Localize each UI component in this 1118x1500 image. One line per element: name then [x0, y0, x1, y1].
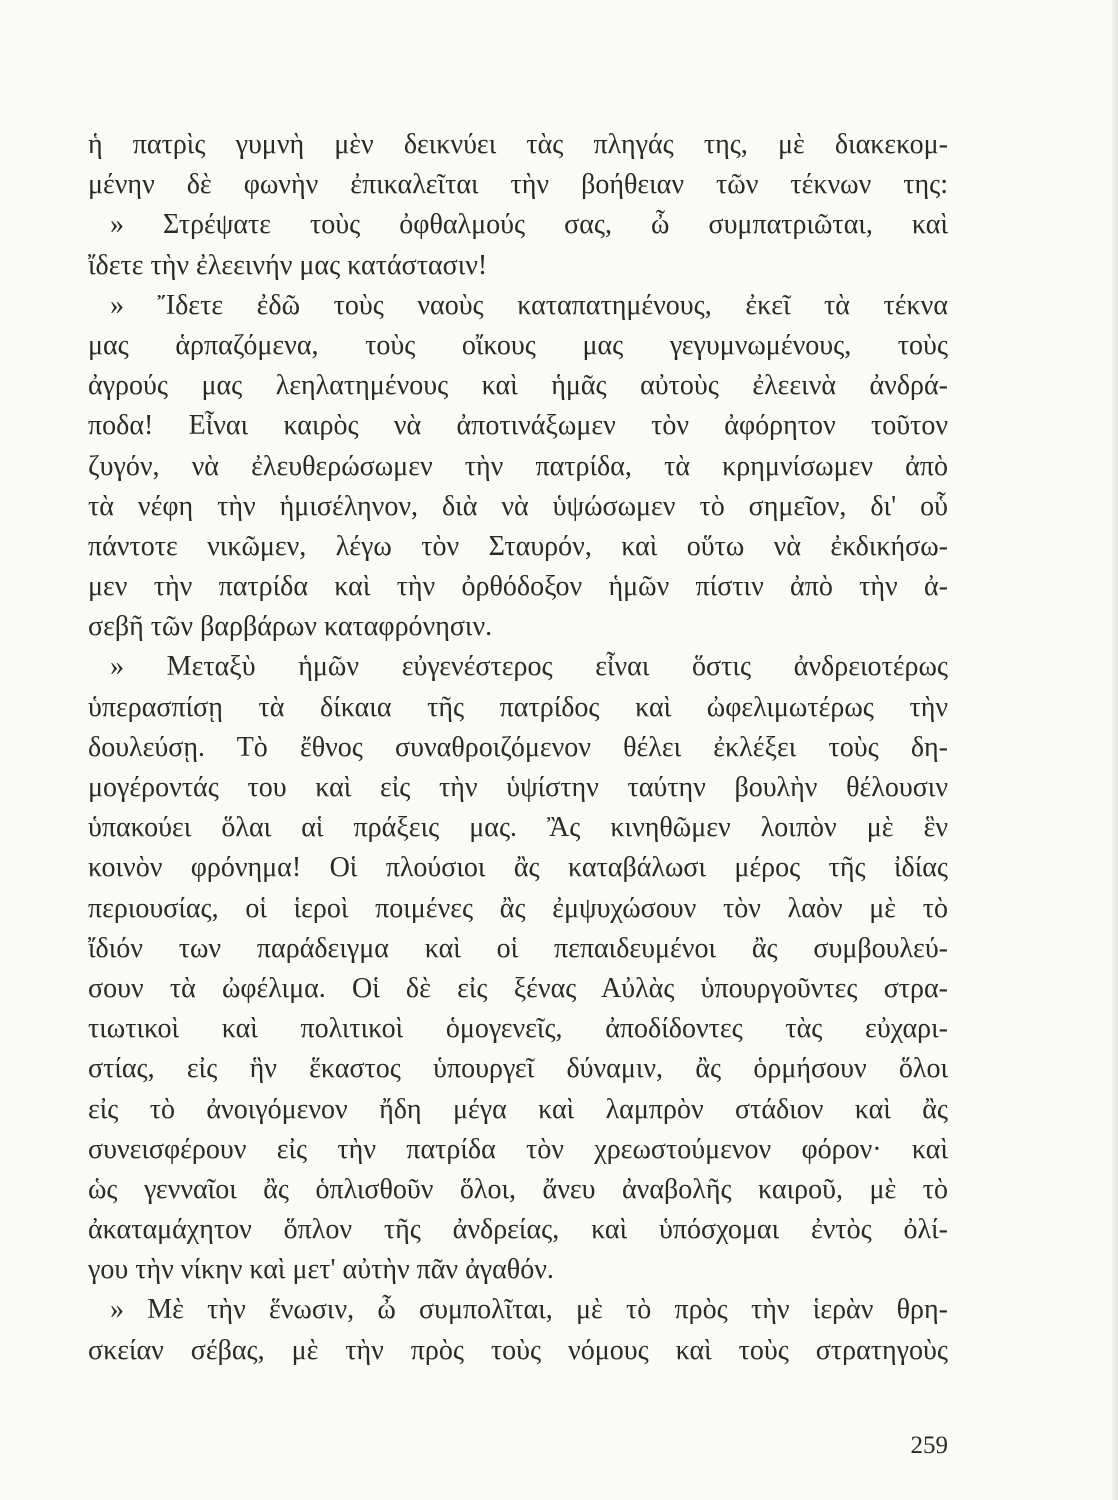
text-line: μας ἁρπαζόμενα, τοὺς οἴκους μας γεγυμνωμένους, τοὺς	[88, 329, 948, 361]
text-line: κοινὸν φρόνημα! Οἱ πλούσιοι ἂς καταβάλωσι μέρος τῆς ἰδίας	[88, 852, 948, 884]
text-line: ὑπερασπίσῃ τὰ δίκαια τῆς πατρίδος καὶ ὠφελιμωτέρως τὴν	[88, 691, 948, 723]
text-line: ζυγόν, νὰ ἐλευθερώσωμεν τὴν πατρίδα, τὰ κρημνίσωμεν ἀπὸ	[88, 450, 948, 482]
text-line: μεν τὴν πατρίδα καὶ τὴν ὀρθόδοξον ἡμῶν πίστιν ἀπὸ τὴν ἀ-	[88, 571, 948, 603]
page-edge-shadow	[1112, 0, 1118, 1500]
text-line: ἀγρούς μας λεηλατημένους καὶ ἡμᾶς αὐτοὺς ἐλεεινὰ ἀνδρά-	[88, 370, 948, 402]
text-line: ἡ πατρὶς γυμνὴ μὲν δεικνύει τὰς πληγάς της, μὲ διακεκομ-	[88, 129, 948, 160]
text-line: σουν τὰ ὠφέλιμα. Οἱ δὲ εἰς ξένας Αὐλὰς ὑπουργοῦντες στρα-	[88, 972, 948, 1004]
text-line: δουλεύσῃ. Τὸ ἔθνος συναθροιζόμενον θέλει ἐκλέξει τοὺς δη-	[88, 731, 948, 763]
text-line: περιουσίας, οἱ ἱεροὶ ποιμένες ἂς ἐμψυχώσουν τὸν λαὸν μὲ τὸ	[88, 892, 948, 924]
text-line: ἀκαταμάχητον ὅπλον τῆς ἀνδρείας, καὶ ὑπόσχομαι ἐντὸς ὀλί-	[88, 1214, 948, 1246]
text-line: εἰς τὸ ἀνοιγόμενον ἤδη μέγα καὶ λαμπρὸν στάδιον καὶ ἂς	[88, 1093, 948, 1125]
text-line: πάντοτε νικῶμεν, λέγω τὸν Σταυρόν, καὶ οὕτω νὰ ἐκδικήσω-	[88, 530, 948, 562]
text-line: » Μὲ τὴν ἕνωσιν, ὦ συμπολῖται, μὲ τὸ πρὸς τὴν ἱερὰν θρη-	[110, 1294, 948, 1326]
text-line: » Μεταξὺ ἡμῶν εὐγενέστερος εἶναι ὅστις ἀνδρειοτέρως	[110, 651, 948, 683]
text-line: ὡς γενναῖοι ἂς ὁπλισθοῦν ὅλοι, ἄνευ ἀναβολῆς καιροῦ, μὲ τὸ	[88, 1173, 948, 1205]
text-line: » Στρέψατε τοὺς ὀφθαλμούς σας, ὦ συμπατριῶται, καὶ	[110, 209, 948, 241]
text-line: συνεισφέρουν εἰς τὴν πατρίδα τὸν χρεωστούμενον φόρον· καὶ	[88, 1133, 948, 1165]
text-line: » Ἴδετε ἐδῶ τοὺς ναοὺς καταπατημένους, ἐκεῖ τὰ τέκνα	[110, 289, 948, 321]
text-line: ὑπακούει ὅλαι αἱ πράξεις μας. Ἂς κινηθῶμεν λοιπὸν μὲ ἓν	[88, 812, 948, 844]
text-line: μογέροντάς του καὶ εἰς τὴν ὑψίστην ταύτην βουλὴν θέλουσιν	[88, 772, 948, 803]
text-line: ἴδετε τὴν ἐλεεινήν μας κατάστασιν!	[88, 249, 488, 281]
text-line: σκείαν σέβας, μὲ τὴν πρὸς τοὺς νόμους καὶ τοὺς στρατηγοὺς	[88, 1334, 948, 1366]
text-line: σεβῆ τῶν βαρβάρων καταφρόνησιν.	[88, 611, 493, 643]
text-line: ἴδιόν των παράδειγμα καὶ οἱ πεπαιδευμένοι ἂς συμβουλεύ-	[88, 932, 948, 964]
text-line: τὰ νέφη τὴν ἡμισέληνον, διὰ νὰ ὑψώσωμεν τὸ σημεῖον, δι' οὗ	[88, 490, 948, 522]
text-line: μένην δὲ φωνὴν ἐπικαλεῖται τὴν βοήθειαν τῶν τέκνων της:	[88, 169, 948, 201]
text-line: ποδα! Εἶναι καιρὸς νὰ ἀποτινάξωμεν τὸν ἀφόρητον τοῦτον	[88, 410, 948, 442]
text-line: στίας, εἰς ἣν ἕκαστος ὑπουργεῖ δύναμιν, ἂς ὁρμήσουν ὅλοι	[88, 1053, 948, 1085]
page-number: 259	[910, 1432, 948, 1459]
text-line: γου τὴν νίκην καὶ μετ' αὐτὴν πᾶν ἀγαθόν.	[88, 1254, 554, 1286]
body-text	[88, 125, 948, 1371]
text-line: τιωτικοὶ καὶ πολιτικοὶ ὁμογενεῖς, ἀποδίδοντες τὰς εὐχαρι-	[88, 1013, 948, 1045]
